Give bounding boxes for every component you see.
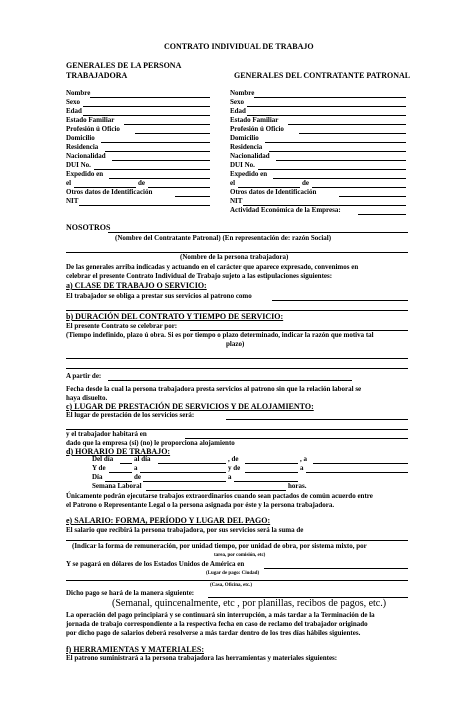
nosotros-line[interactable] xyxy=(108,232,408,233)
field-line[interactable] xyxy=(254,97,406,98)
de-label: de xyxy=(138,179,145,187)
field-line[interactable] xyxy=(101,142,210,143)
horario-label: Y de xyxy=(92,464,106,472)
section-b-text: El presente Contrato se celebrar por: xyxy=(66,322,178,330)
section-b-note2: plazo) xyxy=(226,340,245,348)
alojamiento-text2: dado que la empresa (si) (no) le proporciona alojamiento xyxy=(66,439,235,447)
horario-label: a xyxy=(300,464,304,472)
employer-fields-label: Sexo xyxy=(230,98,244,106)
casa-caption: (Casa, Oficina, etc.) xyxy=(210,583,253,588)
worker-fields-label: Sexo xyxy=(66,98,80,106)
field-line[interactable] xyxy=(247,106,406,107)
section-e-note2: tarea, por comisión, etc) xyxy=(214,553,266,558)
employer-fields-label: Profesión ú Oficio xyxy=(230,125,284,133)
field-line[interactable] xyxy=(83,106,210,107)
worker-fields-label: Residencia xyxy=(66,143,99,151)
employer-fields-label: NIT xyxy=(230,197,243,205)
section-e-text: El salario que recibirá la persona trabajadora, por sus servicios será la suma de xyxy=(66,526,304,534)
dolares-line[interactable] xyxy=(264,568,408,569)
employer-fields-label: Domicilio xyxy=(230,134,259,142)
section-e-note1: (Indicar la forma de remuneración, por unidad tiempo, por unidad de obra, por sistema mixto, por xyxy=(72,542,367,550)
employer-fields-label: DUI No. xyxy=(230,161,255,169)
worker-fields-label: Expedido en xyxy=(66,170,104,178)
field-line[interactable] xyxy=(339,196,406,197)
extra-line2: el Patrono o Representante Legal o la persona asignada por éste y la persona trabajadora. xyxy=(66,501,335,509)
a-partir-line[interactable] xyxy=(108,380,352,381)
section-f-title: f) HERRAMIENTAS Y MATERIALES: xyxy=(66,645,205,654)
horario-line[interactable] xyxy=(143,481,226,482)
fecha-line2: haya disuelto. xyxy=(66,394,108,402)
field-line[interactable] xyxy=(265,142,406,143)
worker-caption: (Nombre de la persona trabajadora) xyxy=(180,253,289,261)
section-f-text: El patrono suministrará a la persona trabajadora las herramientas y materiales siguientes: xyxy=(66,654,338,662)
field-line[interactable] xyxy=(148,187,210,188)
horario-line[interactable] xyxy=(120,463,132,464)
contract-title: CONTRATO INDIVIDUAL DE TRABAJO xyxy=(164,42,314,51)
horario-label: y de xyxy=(228,464,241,472)
field-line[interactable] xyxy=(276,160,406,161)
de-label: de xyxy=(302,179,309,187)
worker-fields-label: el xyxy=(66,179,72,187)
a-partir-label: A partir de: xyxy=(66,372,102,380)
employer-fields-label: Nacionalidad xyxy=(230,152,270,160)
field-line[interactable] xyxy=(288,124,407,125)
horario-line[interactable] xyxy=(313,463,408,464)
casa-line[interactable] xyxy=(66,580,408,581)
employer-fields-label: Estado Familiar xyxy=(230,116,279,124)
intro-line2: celebrar el presente Contrato Individual de Trabajo sujeto a las estipulaciones siguientes: xyxy=(66,272,333,280)
section-a-line1[interactable] xyxy=(272,300,408,301)
field-line[interactable] xyxy=(90,97,210,98)
section-b-title: b) DURACIÓN DEL CONTRATO Y TIEMPO DE SERVICIO: xyxy=(66,312,284,321)
section-b-line3[interactable] xyxy=(66,368,408,369)
field-line[interactable] xyxy=(358,214,406,215)
employer-header: GENERALES DEL CONTRATANTE PATRONAL xyxy=(234,71,411,80)
patron-caption: (Nombre del Contratante Patronal) (En representación de: razón Social) xyxy=(115,234,332,242)
lugar-caption: (Lugar de pago: Ciudad) xyxy=(206,571,260,576)
worker-fields-label: Estado Familiar xyxy=(66,116,115,124)
field-line[interactable] xyxy=(135,133,210,134)
horario-line[interactable] xyxy=(158,463,226,464)
horario-line[interactable] xyxy=(140,472,226,473)
field-line[interactable] xyxy=(312,187,406,188)
horario-label: al día xyxy=(134,455,151,463)
worker-header-line1: GENERALES DE LA PERSONA xyxy=(66,61,182,70)
semana-line[interactable] xyxy=(146,490,286,491)
section-e-line1[interactable] xyxy=(66,540,408,541)
section-c-text: El lugar de prestación de los servicios será: xyxy=(66,411,195,419)
employer-fields-label: Actividad Económica de la Empresa: xyxy=(230,206,341,214)
horario-label: de xyxy=(134,473,141,481)
employer-fields-label: el xyxy=(230,179,236,187)
section-a-text: El trabajador se obliga a prestar sus servicios al patrono como xyxy=(66,292,252,300)
field-line[interactable] xyxy=(269,151,406,152)
horario-label: Día xyxy=(92,473,103,481)
worker-fields-label: NIT xyxy=(66,197,79,205)
semanal-note: (Semanal, quincenalmente, etc , por planillas, recibos de pagos, etc.) xyxy=(112,598,387,609)
horario-label: , a xyxy=(300,455,307,463)
field-line[interactable] xyxy=(299,133,406,134)
operacion-line1: La operación del pago principiará y se continuará sin interrupción, a más tardar a la Terminación de la xyxy=(66,611,375,619)
section-c-line1[interactable] xyxy=(226,419,408,420)
horario-label: , de xyxy=(228,455,239,463)
horario-line[interactable] xyxy=(306,472,408,473)
field-line[interactable] xyxy=(94,169,210,170)
alojamiento-label: y el trabajador habitará en xyxy=(66,430,147,438)
worker-fields-label: Otros datos de Identificación xyxy=(66,188,153,196)
horario-label: a xyxy=(134,464,138,472)
horario-label: Del día xyxy=(92,455,114,463)
operacion-line2: jornada de trabajo correspondiente a la respectiva fecha en caso de reclamo del trabajador originado xyxy=(66,620,368,628)
worker-fields-label: Nacionalidad xyxy=(66,152,106,160)
field-line[interactable] xyxy=(112,160,210,161)
employer-fields-label: Expedido en xyxy=(230,170,268,178)
fecha-line1: Fecha desde la cual la persona trabajadora presta servicios al patrono sin que la relación laboral se xyxy=(66,385,362,393)
section-c-title: c) LUGAR DE PRESTACIÓN DE SERVICIOS Y DE ALOJAMIENTO: xyxy=(66,402,314,411)
employer-fields-label: Nombre xyxy=(230,89,255,97)
field-line[interactable] xyxy=(273,178,406,179)
field-line[interactable] xyxy=(79,205,210,206)
extra-line1: Únicamente podrán ejecutarse trabajos extraordinarios cuando sean pactados de común acuerdo entre xyxy=(66,492,373,500)
employer-fields-label: Edad xyxy=(230,107,246,115)
worker-fields-label: Profesión ú Oficio xyxy=(66,125,120,133)
section-e-title: e) SALARIO: FORMA, PERÍODO Y LUGAR DEL PAGO: xyxy=(66,516,271,525)
section-a-line2[interactable] xyxy=(66,310,408,311)
section-b-note1: (Tiempo indefinido, plazo ú obra. Si es por tiempo o plazo determinado, indicar la razón que motiva tal xyxy=(66,331,374,339)
field-line[interactable] xyxy=(105,151,210,152)
horario-line[interactable] xyxy=(245,472,298,473)
field-line[interactable] xyxy=(175,196,210,197)
field-line[interactable] xyxy=(258,169,406,170)
field-line[interactable] xyxy=(109,178,210,179)
operacion-line3: por dicho pago de salarios deberá resolverse a más tardar dentro de los tres días hábiles siguientes. xyxy=(66,629,361,637)
horas-label: horas. xyxy=(288,482,307,490)
section-a-title: a) CLASE DE TRABAJO O SERVICIO: xyxy=(66,281,207,290)
nosotros-label: NOSOTROS xyxy=(66,223,111,232)
worker-header-line2: TRABAJADORA xyxy=(66,71,128,80)
worker-fields-label: Edad xyxy=(66,107,82,115)
section-d-title: d) HORARIO DE TRABAJO: xyxy=(66,447,171,456)
horario-line[interactable] xyxy=(245,463,298,464)
worker-fields-label: Domicilio xyxy=(66,134,95,142)
semana-label: Semana Laboral xyxy=(92,482,142,490)
dolares-label: Y se pagará en dólares de los Estados Unidos de América en xyxy=(66,560,245,568)
worker-fields-label: DUI No. xyxy=(66,161,91,169)
horario-line[interactable] xyxy=(109,472,132,473)
employer-fields-label: Residencia xyxy=(230,143,263,151)
worker-fields-label: Nombre xyxy=(66,89,91,97)
dicho-pago-label: Dicho pago se hará de la manera siguiente: xyxy=(66,589,195,597)
intro-line1: De las generales arriba indicadas y actuando en el carácter que aparece expresado, convenimos en xyxy=(66,263,359,271)
section-b-line2[interactable] xyxy=(66,358,408,359)
employer-fields-label: Otros datos de Identificación xyxy=(230,188,317,196)
horario-label: a xyxy=(228,473,232,481)
field-line[interactable] xyxy=(124,124,211,125)
